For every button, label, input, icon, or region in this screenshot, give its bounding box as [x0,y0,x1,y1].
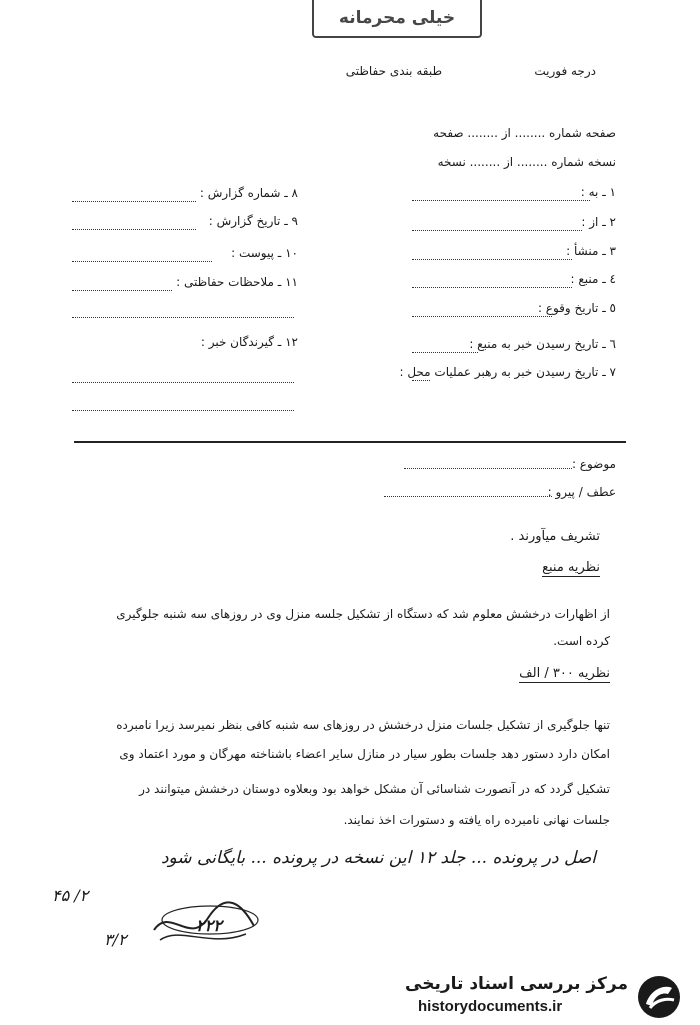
field-attachment: ۱۰ ـ پیوست : [231,246,298,260]
classification-label: طبقه بندی حفاظتی [345,64,442,78]
handwritten-archive-note: اصل در پرونده ... جلد ۱۲ این نسخه در پرونده ... بایگانی شود [160,848,596,868]
opinion-line-2: امکان دارد دستور دهد جلسات بطور سیار در منازل سایر اعضاء باشناخته مهرگان و مورد اعتماد وی [119,747,610,761]
urgency-label: درجه فوریت [534,64,596,78]
field-source-received-line [412,352,478,353]
body-intro-line: تشریف میآورند . [510,529,600,544]
field-from: ۲ ـ از : [581,215,616,229]
field-to-line [412,200,590,201]
field-attachment-line [72,261,212,262]
handwritten-number: ۲/ ۴۵ [52,886,89,905]
archive-logo-icon [636,974,682,1020]
field-report-number-line [72,201,196,202]
field-event-date: ٥ ـ تاریخ وقوع : [537,301,616,315]
opinion-line-3: تشکیل گردد که در آنصورت شناسائی آن مشکل خواهد بود وبعلاوه دوستان درخشش میتوانند در [139,782,610,796]
opinion-line-4: جلسات نهانی نامبرده راه یافته و دستورات اخذ نمایند. [343,813,610,827]
field-origin-line [412,259,572,260]
field-source-received-date: ٦ ـ تاریخ رسیدن خبر به منبع : [469,337,616,351]
field-recipients-line-1 [72,382,294,383]
subject-line [404,468,572,469]
reference-line [384,496,552,497]
field-security-notes: ۱۱ ـ ملاحظات حفاظتی : [176,275,298,289]
field-report-date: ۹ ـ تاریخ گزارش : [208,214,298,228]
classification-stamp [312,0,482,38]
stamp-text: خیلی محرمانه [338,8,456,28]
watermark-title: مرکز بررسی اسناد تاریخی [405,974,628,994]
watermark-url: historydocuments.ir [418,998,563,1015]
opinion-line-1: تنها جلوگیری از تشکیل جلسات منزل درخشش در روزهای سه شنبه کافی بنظر نمیرسد زیرا نامبرده [116,718,610,732]
subject-label: موضوع : [571,457,616,471]
source-opinion-line-2: کرده است. [553,634,610,648]
separator-line [74,441,626,443]
field-recipients-line-2 [72,410,294,411]
field-security-notes-line-1 [72,290,172,291]
field-to: ۱ ـ به : [580,185,616,199]
field-recipients: ۱۲ ـ گیرندگان خبر : [200,335,298,349]
field-source-line [412,287,572,288]
field-report-number: ۸ ـ شماره گزارش : [199,186,298,200]
field-leader-received-line [412,380,430,381]
copy-number-field: نسخه شماره ........ از ........ نسخه [437,155,616,169]
handwritten-date: ۳/۲ [104,930,127,949]
field-security-notes-line-2 [72,317,294,318]
page-number-field: صفحه شماره ........ از ........ صفحه [433,126,616,140]
source-opinion-line-1: از اظهارات درخشش معلوم شد که دستگاه از تشکیل جلسه منزل وی در روزهای سه شنبه جلوگیری [116,607,610,621]
number-stamp: ۲۲۲ [196,916,222,935]
field-origin: ۳ ـ منشأ : [566,244,616,258]
source-opinion-heading: نظریه منبع [542,560,600,575]
opinion-300-heading: نظریه ۳۰۰ / الف [519,666,610,681]
field-report-date-line [72,229,196,230]
field-source: ٤ ـ منبع : [570,272,616,286]
reference-label: عطف / پیرو : [547,485,616,499]
field-leader-received-date: ۷ ـ تاریخ رسیدن خبر به رهبر عملیات محل : [399,365,616,379]
field-from-line [412,230,582,231]
field-event-date-line [412,316,552,317]
